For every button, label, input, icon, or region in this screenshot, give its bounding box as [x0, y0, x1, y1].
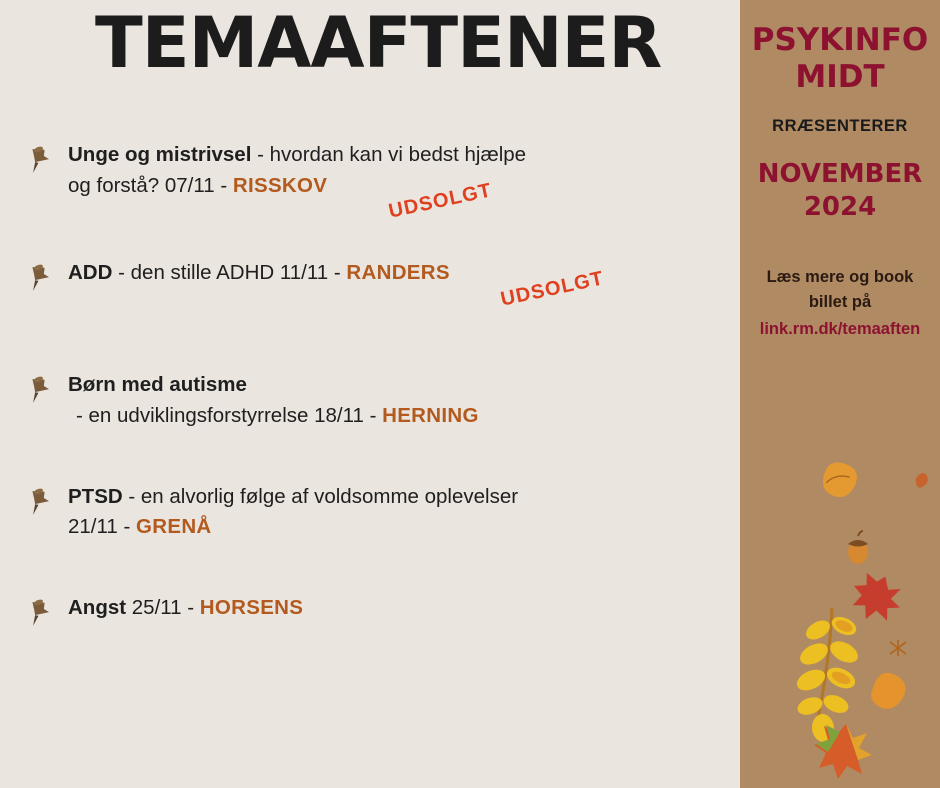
brand-line-1: PSYKINFO — [751, 22, 929, 58]
month-year — [740, 158, 940, 223]
brand-line-2: MIDT — [795, 58, 885, 95]
event-text — [68, 140, 730, 202]
event-desc-text: - en udviklingsforstyrrelse 18/11 - — [76, 403, 383, 427]
event-desc: 25/11 - — [126, 596, 200, 619]
status-badge: UDSOLGT — [386, 179, 494, 223]
booking-info — [740, 265, 940, 341]
event-city: GRENÅ — [136, 515, 212, 539]
event-title: PTSD — [68, 484, 123, 508]
event-city: HORSENS — [199, 596, 304, 619]
month-label: NOVEMBER — [757, 159, 923, 190]
event-desc: - hvordan kan vi bedst hjælpe — [251, 143, 527, 166]
event-city: HERNING — [382, 403, 479, 427]
pushpin-icon — [26, 597, 56, 627]
list-item — [0, 482, 740, 544]
event-city: RISSKOV — [232, 173, 328, 197]
event-list — [0, 140, 740, 697]
event-desc-2: og forstå? 07/11 - — [68, 173, 233, 197]
pushpin-icon — [26, 262, 56, 292]
list-item — [0, 593, 740, 653]
status-badge: UDSOLGT — [498, 267, 606, 311]
event-desc: - en alvorlig følge af voldsomme oplevelser — [122, 484, 519, 508]
autumn-leaves-decoration — [740, 440, 940, 788]
list-item — [0, 370, 740, 432]
event-text — [68, 593, 730, 624]
brand-name — [740, 22, 940, 95]
booking-link[interactable]: link.rm.dk/temaaften — [759, 319, 921, 338]
booking-line-2: billet på — [808, 292, 872, 311]
pushpin-icon — [26, 374, 56, 404]
event-desc: - den stille ADHD 11/11 - — [112, 261, 347, 284]
booking-line-1: Læs mere og book — [766, 268, 914, 287]
pushpin-icon — [26, 144, 56, 174]
page-title: TEMAAFTENER — [95, 2, 662, 84]
poster-sidebar — [740, 0, 940, 788]
event-desc — [68, 401, 730, 432]
event-title: Børn med autisme — [68, 373, 247, 396]
year-label: 2024 — [803, 191, 877, 222]
event-text — [68, 258, 730, 289]
event-city: RANDERS — [346, 261, 450, 284]
pushpin-icon — [26, 486, 56, 516]
event-text — [68, 482, 730, 544]
presents-label: RRÆSENTERER — [772, 117, 908, 136]
event-title: ADD — [68, 261, 113, 284]
event-desc-2: 21/11 - — [68, 515, 136, 539]
event-title: Angst — [68, 596, 127, 619]
list-item — [0, 140, 740, 223]
event-title: Unge og mistrivsel — [68, 143, 252, 166]
list-item — [0, 258, 740, 318]
event-text — [68, 370, 730, 432]
